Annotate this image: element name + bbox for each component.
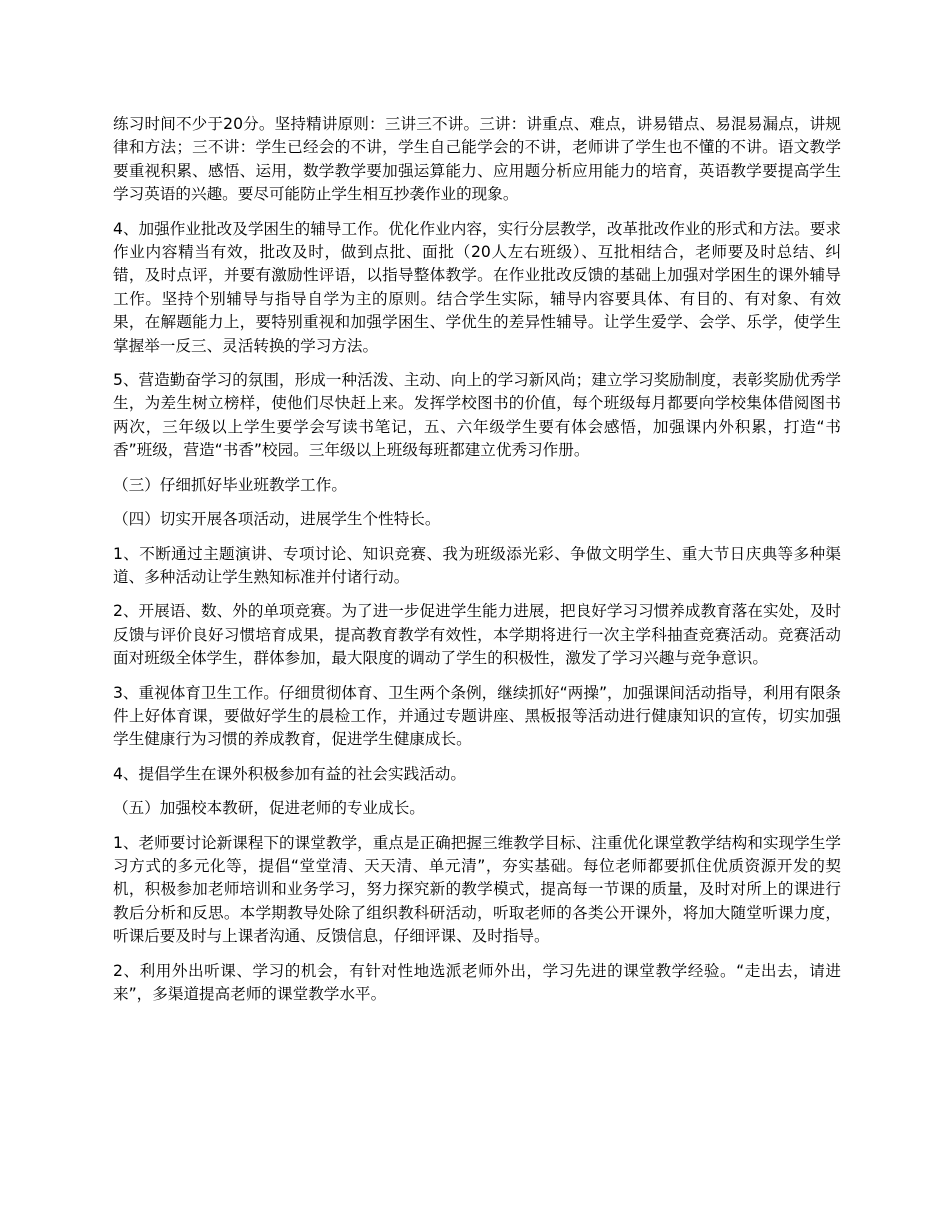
- paragraph-themed-activities: 1、不断通过主题演讲、专项讨论、知识竞赛、我为班级添光彩、争做文明学生、重大节日庆典等多种渠道、多种活动让学生熟知标准并付诸行动。: [113, 544, 841, 586]
- section-heading-school-research: （五）加强校本教研，促进老师的专业成长。: [113, 799, 425, 818]
- paragraph-study-atmosphere: 5、营造勤奋学习的氛围，形成一种活泼、主动、向上的学习新风尚；建立学习奖励制度，表彰奖励优秀学生，为差生树立榜样，使他们尽快赶上来。发挥学校图书的价值，每个班级每月都要向学校集体借阅图书两次，三年级以上学生要学会写读书笔记，五、六年级学生要有体会感悟，加强课内外积累，打造“书香”班级，营造“书香”校园。三年级以上班级每班都建立优秀习作册。: [113, 371, 841, 460]
- paragraph-subject-competitions: 2、开展语、数、外的单项竞赛。为了进一步促进学生能力进展，把良好学习习惯养成教育落在实处，及时反馈与评价良好习惯培育成果，提高教育教学有效性，本学期将进行一次主学科抽查竞赛活动。竞赛活动面对班级全体学生，群体参加，最大限度的调动了学生的积极性，激发了学习兴趣与竞争意识。: [113, 602, 841, 668]
- paragraph-social-practice: 4、提倡学生在课外积极参加有益的社会实践活动。: [113, 764, 466, 783]
- section-heading-graduating-class: （三）仔细抓好毕业班教学工作。: [113, 475, 347, 494]
- paragraph-classroom-teaching: 1、老师要讨论新课程下的课堂教学，重点是正确把握三维教学目标、注重优化课堂教学结构和实现学生学习方式的多元化等，提倡“堂堂清、天天清、单元清”，夯实基础。每位老师都要抓住优质资源开发的契机，积极参加老师培训和业务学习，努力探究新的教学模式，提高每一节课的质量，及时对所上的课进行教后分析和反思。本学期教导处除了组织教科研活动，听取老师的各类公开课外，将加大随堂听课力度，听课后要及时与上课者沟通、反馈信息，仔细评课、及时指导。: [113, 833, 841, 946]
- document-body: [113, 113, 841, 1017]
- section-heading-activities: （四）切实开展各项活动，进展学生个性特长。: [113, 510, 441, 529]
- paragraph-external-learning: 2、利用外出听课、学习的机会，有针对性地选派老师外出，学习先进的课堂教学经验。“走出去，请进来”，多渠道提高老师的课堂教学水平。: [113, 961, 841, 1003]
- paragraph-homework-correction: 4、加强作业批改及学困生的辅导工作。优化作业内容，实行分层教学，改革批改作业的形式和方法。要求作业内容精当有效，批改及时，做到点批、面批（20人左右班级）、互批相结合，老师要及时总结、纠错，及时点评，并要有激励性评语，以指导整体教学。在作业批改反馈的基础上加强对学困生的课外辅导工作。坚持个别辅导与指导自学为主的原则。结合学生实际，辅导内容要具体、有目的、有对象、有效果，在解题能力上，要特别重视和加强学困生、学优生的差异性辅导。让学生爱学、会学、乐学，使学生掌握举一反三、灵活转换的学习方法。: [113, 219, 841, 355]
- paragraph-sports-hygiene: 3、重视体育卫生工作。仔细贯彻体育、卫生两个条例，继续抓好“两操”，加强课间活动指导，利用有限条件上好体育课，要做好学生的晨检工作，并通过专题讲座、黑板报等活动进行健康知识的宣传，切实加强学生健康行为习惯的养成教育，促进学生健康成长。: [113, 683, 841, 749]
- paragraph-practice-time: 练习时间不少于20分。坚持精讲原则：三讲三不讲。三讲：讲重点、难点，讲易错点、易混易漏点，讲规律和方法；三不讲：学生已经会的不讲，学生自己能学会的不讲，老师讲了学生也不懂的不讲。语文教学要重视积累、感悟、运用，数学教学要加强运算能力、应用题分析应用能力的培育，英语教学要提高学生学习英语的兴趣。要尽可能防止学生相互抄袭作业的现象。: [113, 115, 841, 204]
